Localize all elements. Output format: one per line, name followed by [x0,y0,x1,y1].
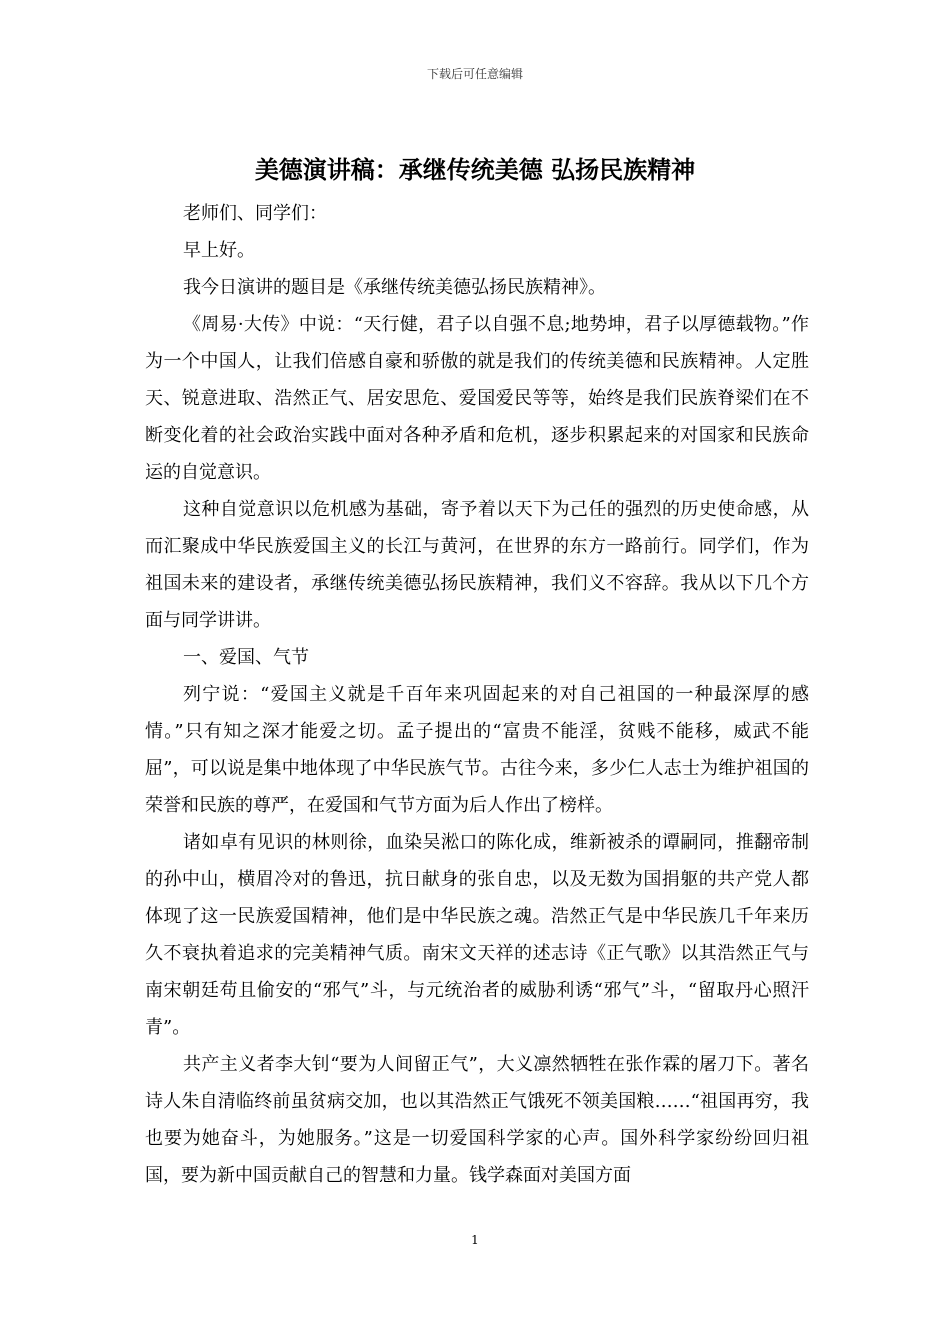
body-paragraph: 诸如卓有见识的林则徐，血染吴淞口的陈化成，维新被杀的谭嗣同，推翻帝制的孙中山，横眉冷对的鲁迅，抗日献身的张自忠，以及无数为国捐躯的共产党人都体现了这一民族爱国精神，他们是中华民族之魂。浩然正气是中华民族几千年来历久不衰执着追求的完美精神气质。南宋文天祥的述志诗《正气歌》以其浩然正气与南宋朝廷苟且偷安的“邪气”斗，与元统治者的威胁利诱“邪气”斗，“留取丹心照汗青”。 [145,832,809,1038]
topic-paragraph: 我今日演讲的题目是《承继传统美德弘扬民族精神》。 [183,277,606,298]
salutation-paragraph: 老师们、同学们： [183,203,327,224]
body-paragraph: 共产主义者李大钊“要为人间留正气”，大义凛然牺牲在张作霖的屠刀下。著名诗人朱自清临终前虽贫病交加，也以其浩然正气饿死不领美国粮……“祖国再穷，我也要为她奋斗，为她服务。”这是一切爱国科学家的心声。国外科学家纷纷回归祖国，要为新中国贡献自己的智慧和力量。钱学森面对美国方面 [145,1054,809,1186]
body-paragraph: 列宁说：“爱国主义就是千百年来巩固起来的对自己祖国的一种最深厚的感情。”只有知之深才能爱之切。孟子提出的“富贵不能淫，贫贱不能移，威武不能屈”，可以说是集中地体现了中华民族气节。古往今来，多少仁人志士为维护祖国的荣誉和民族的尊严，在爱国和气节方面为后人作出了榜样。 [145,684,809,816]
body-paragraph: 《周易·大传》中说：“天行健，君子以自强不息;地势坤，君子以厚德载物。”作为一个中国人，让我们倍感自豪和骄傲的就是我们的传统美德和民族精神。人定胜天、锐意进取、浩然正气、居安思危、爱国爱民等等，始终是我们民族脊梁们在不断变化着的社会政治实践中面对各种矛盾和危机，逐步积累起来的对国家和民族命运的自觉意识。 [145,314,809,483]
greeting-paragraph: 早上好。 [183,240,255,261]
document-body [145,195,809,1194]
body-paragraph: 这种自觉意识以危机感为基础，寄予着以天下为己任的强烈的历史使命感，从而汇聚成中华民族爱国主义的长江与黄河，在世界的东方一路前行。同学们，作为祖国未来的建设者，承继传统美德弘扬民族精神，我们义不容辞。我从以下几个方面与同学讲讲。 [145,499,809,631]
page-header: 下载后可任意编辑 [426,67,523,81]
page-number: 1 [471,1233,479,1247]
section-heading: 一、爱国、气节 [183,647,309,668]
document-title: 美德演讲稿：承继传统美德 弘扬民族精神 [254,156,696,184]
